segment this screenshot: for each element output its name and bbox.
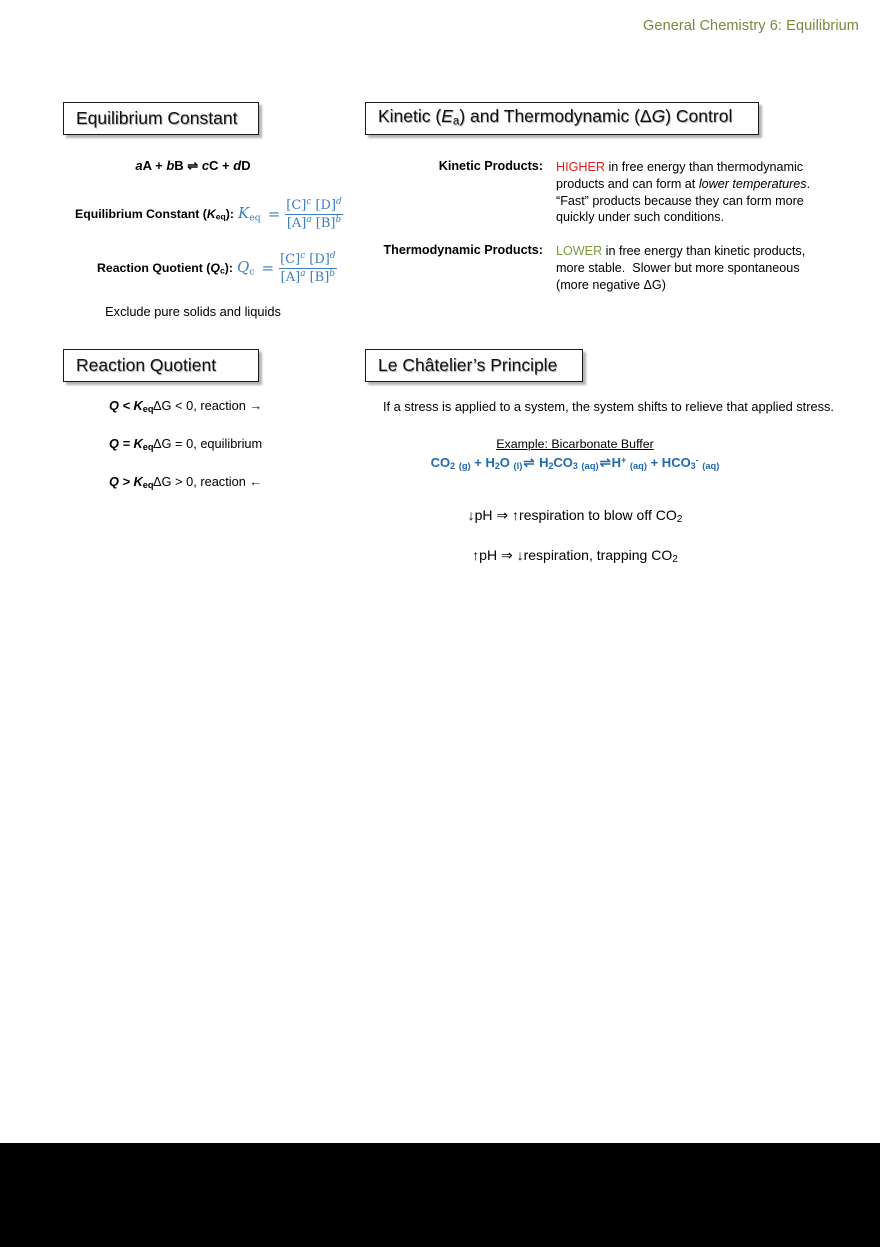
q-comparison: $Q = K_{eq}$ [109, 435, 154, 452]
reaction-quotient-formula-label: Reaction Quotient $(Q_c)$: [97, 260, 233, 276]
keq-denominator: $[A]^a$ $[B]^b$ [286, 214, 342, 231]
reaction-quotient-rows [63, 398, 343, 511]
keq-numerator: $[C]^c$ $[D]^d$ [286, 197, 342, 213]
reaction-quotient-expression [237, 252, 338, 284]
kinetic-products-label: Kinetic Products: [438, 159, 543, 173]
kinetic-highlight: HIGHER [556, 160, 605, 174]
bicarbonate-example-title [365, 437, 785, 451]
thermodynamic-products-row [380, 243, 814, 293]
reaction-quotient-formula-row [97, 252, 338, 284]
thermodynamic-highlight: LOWER [556, 244, 603, 258]
section-heading-label: Kinetic $(E_a)$ and Thermodynamic (ΔG) Control [378, 106, 733, 128]
section-heading-kinetic-thermodynamic-control [365, 102, 759, 135]
keq-symbol: $K_{eq}$ [238, 204, 261, 224]
qc-fraction [278, 252, 337, 284]
equilibrium-constant-expression [238, 198, 344, 230]
section-heading-equilibrium-constant [63, 102, 259, 135]
section-heading-label: Le Châtelier’s Principle [378, 354, 558, 375]
keq-fraction [284, 198, 343, 230]
reaction-quotient-row [63, 436, 343, 452]
kinetic-products-row [380, 159, 814, 226]
section-heading-label: Equilibrium Constant [76, 107, 238, 128]
bicarbonate-buffer-equation: $CO_2$ $(g) + H_2O$ (l)⇌ $H_2CO_3$ (aq)⇌H+ $(aq) + HCO_3^-$ (aq) [430, 455, 720, 472]
thermodynamic-products-label: Thermodynamic Products: [383, 243, 543, 257]
section-heading-le-chatelier-principle [365, 349, 583, 382]
section-heading-reaction-quotient [63, 349, 259, 382]
equals-sign: = [261, 259, 275, 277]
exclude-pure-solids-note: Exclude pure solids and liquids [105, 304, 281, 319]
q-result: ΔG < 0, reaction → [153, 398, 263, 413]
q-result: ΔG = 0, equilibrium [153, 435, 263, 451]
le-chatelier-high-ph-line: ↑pH ⇒ ↓respiration, trapping $CO_2$ [472, 547, 678, 566]
reaction-quotient-row [63, 398, 343, 414]
equals-sign: = [267, 205, 281, 223]
thermodynamic-products-description: LOWER in free energy than kinetic products, more stable. Slower but more spontaneous (more negative ΔG) [556, 244, 806, 292]
qc-denominator: $[A]^a$ $[B]^b$ [280, 268, 335, 285]
bottom-black-bar [0, 1143, 880, 1247]
q-comparison: $Q < K_{eq}$ [109, 398, 154, 414]
equilibrium-constant-formula-label: Equilibrium Constant $(K_{eq})$: [75, 206, 234, 222]
qc-numerator: $[C]^c$ $[D]^d$ [280, 251, 336, 267]
general-equilibrium-equation: aA + bB ⇌ cC + dD [135, 158, 251, 173]
reaction-quotient-row [63, 474, 343, 490]
section-heading-label: Reaction Quotient [76, 354, 217, 375]
bicarbonate-example-title-text: Example: Bicarbonate Buffer [496, 437, 654, 451]
kinetic-products-description: HIGHER in free energy than thermodynamic products and can form at lower temperatures. “Fast” products because they can form more quickly under such conditions. [556, 160, 811, 225]
q-comparison: $Q > K_{eq}$ [109, 473, 154, 490]
equilibrium-constant-formula-row [75, 198, 344, 230]
q-result: ΔG > 0, reaction ← [153, 473, 263, 489]
le-chatelier-statement: If a stress is applied to a system, the system shifts to relieve that applied stress. [383, 399, 834, 414]
le-chatelier-low-ph-line: ↓pH ⇒ ↑respiration to blow off $CO_2$ [467, 507, 683, 526]
page-header-title: General Chemistry 6: Equilibrium [643, 18, 859, 34]
qc-symbol: $Q_c$ [236, 258, 255, 278]
